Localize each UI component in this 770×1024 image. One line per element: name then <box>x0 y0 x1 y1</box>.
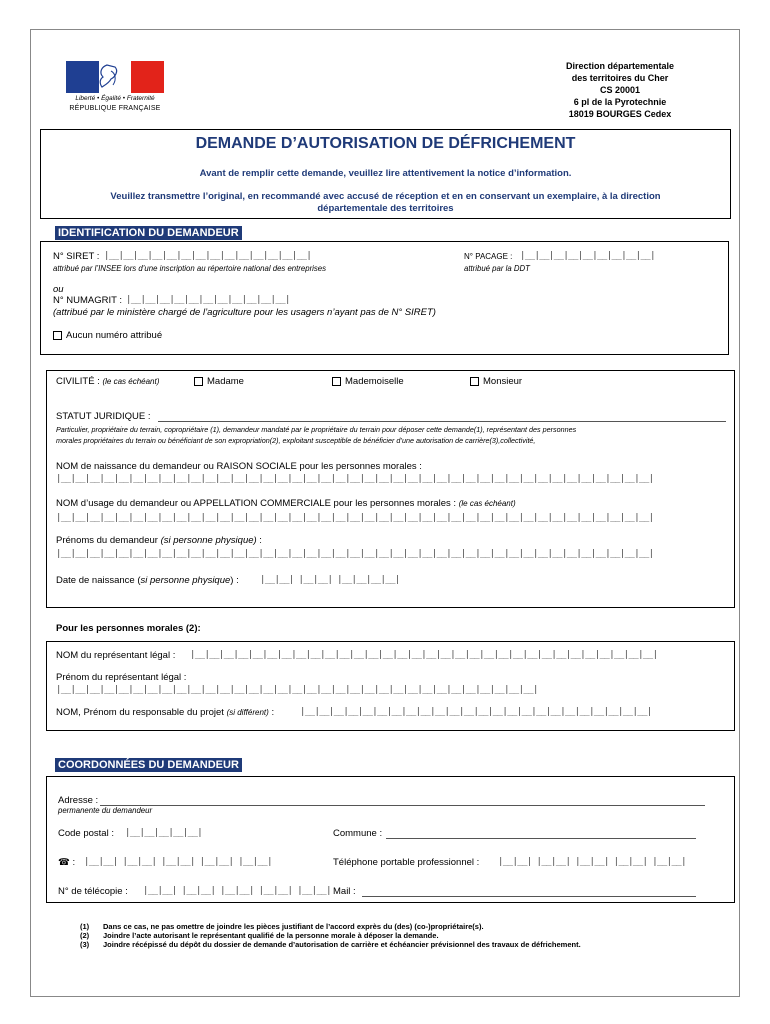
or-text: ou <box>53 284 64 295</box>
nom-naissance-label: NOM de naissance du demandeur ou RAISON SOCIALE pour les personnes morales : <box>56 461 422 472</box>
statut-note-line2: morales propriétaires du terrain ou bénéficiant de son expropriation(2), exploitant susceptible de bénéficier d’une autorisation de carrière(3),collectivité, <box>56 436 536 445</box>
date-note: si personne physique <box>140 575 231 586</box>
motto-text: Liberté • Égalité • Fraternité <box>75 95 155 102</box>
prenoms-field[interactable]: |__|__|__|__|__|__|__|__|__|__|__|__|__|__|__|__|__|__|__|__|__|__|__|__|__|__|__|__|__|__|__|__|__|__|__|__|__|__|__|__|__| <box>56 549 654 559</box>
address-line: CS 20001 <box>599 85 641 95</box>
prenoms-label: Prénoms du demandeur (si personne physique) : <box>56 535 262 546</box>
nom-usage-note: (le cas échéant) <box>458 499 516 508</box>
prenom-representant-label: Prénom du représentant légal : <box>56 672 187 683</box>
siret-field[interactable]: |__|__|__|__|__|__|__|__|__|__|__|__|__|__| <box>104 251 312 261</box>
address-line: 18019 BOURGES Cedex <box>568 109 672 119</box>
telephone-field[interactable]: |__|__| |__|__| |__|__| |__|__| |__|__| <box>84 857 272 867</box>
title-box <box>40 129 731 219</box>
nom-responsable-end: : <box>271 707 275 718</box>
footnote-text: Dans ce cas, ne pas omettre de joindre les pièces justifiant de l’accord exprès du (des) (co-)propriétaire(s). <box>103 922 484 931</box>
portable-field[interactable]: |__|__| |__|__| |__|__| |__|__| |__|__| <box>498 857 686 867</box>
telephone-colon: : <box>72 857 76 868</box>
civilite-note: (le cas échéant) <box>102 377 160 386</box>
adresse-note: permanente du demandeur <box>58 806 153 815</box>
footnote-num: (1) <box>80 922 90 931</box>
address-line: Direction départementale <box>565 61 675 71</box>
mademoiselle-label: Mademoiselle <box>345 376 404 387</box>
nom-representant-label: NOM du représentant légal : <box>56 650 176 661</box>
telecopie-label: N° de télécopie : <box>58 886 128 897</box>
aucun-numero-option[interactable] <box>53 330 162 341</box>
statut-label: STATUT JURIDIQUE : <box>56 411 151 422</box>
marianne-flag-icon <box>66 61 164 93</box>
civilite-box <box>46 370 735 608</box>
address-block <box>520 60 720 120</box>
prenoms-note: (si personne physique) <box>160 535 257 546</box>
personnes-morales-heading: Pour les personnes morales (2): <box>56 623 201 634</box>
commune-label: Commune : <box>333 828 383 839</box>
telephone-icon: ☎ <box>58 857 70 868</box>
republique-francaise-text: RÉPUBLIQUE FRANÇAISE <box>69 105 161 112</box>
checkbox-icon[interactable] <box>53 331 62 340</box>
address-line: des territoires du Cher <box>571 73 669 83</box>
siret-note: attribué par l’INSEE lors d’une inscription au répertoire national des entreprises <box>53 264 327 273</box>
section-heading-identification: IDENTIFICATION DU DEMANDEUR <box>55 226 242 240</box>
address-line: 6 pl de la Pyrotechnie <box>573 97 667 107</box>
monsieur-label: Monsieur <box>483 376 523 387</box>
mail-label: Mail : <box>333 886 356 897</box>
portable-label: Téléphone portable professionnel : <box>333 857 480 868</box>
numagrit-label: N° NUMAGRIT : <box>53 295 123 306</box>
mail-field[interactable] <box>362 896 696 897</box>
statut-note-line1: Particulier, propriétaire du terrain, copropriétaire (1), demandeur mandaté par le propriétaire du terrain pour déposer cette demande(1), représentant des personnes <box>56 425 577 434</box>
civilite-label <box>56 376 159 387</box>
monsieur-option[interactable] <box>470 376 522 387</box>
pacage-note: attribué par la DDT <box>464 264 530 273</box>
checkbox-icon[interactable] <box>194 377 203 386</box>
date-label-text: Date de naissance ( <box>56 575 141 586</box>
coordonnees-box <box>46 776 735 903</box>
numagrit-note: (attribué par le ministère chargé de l’agriculture pour les usagers n’ayant pas de N° SIRET) <box>53 307 436 318</box>
aucun-numero-label: Aucun numéro attribué <box>66 330 163 341</box>
code-postal-field[interactable]: |__|__|__|__|__| <box>125 828 203 838</box>
mademoiselle-option[interactable] <box>332 376 404 387</box>
checkbox-icon[interactable] <box>470 377 479 386</box>
telecopie-field[interactable]: |__|__| |__|__| |__|__| |__|__| |__|__| <box>143 886 331 896</box>
notice-instruction: Avant de remplir cette demande, veuillez lire attentivement la notice d’information. <box>199 168 572 179</box>
siret-label: N° SIRET : <box>53 251 100 262</box>
footnote-num: (3) <box>80 940 90 949</box>
adresse-field[interactable] <box>100 805 705 806</box>
footnote-num: (2) <box>80 931 90 940</box>
date-naissance-field[interactable]: |__|__| |__|__| |__|__|__|__| <box>260 575 400 585</box>
date-label-end: ) : <box>230 575 239 586</box>
footnote-text: Joindre l’acte autorisant le représentant qualifié de la personne morale à déposer la demande. <box>103 931 439 940</box>
section-heading-coordonnees: COORDONNÉES DU DEMANDEUR <box>55 758 242 772</box>
nom-responsable-note: (si différent) <box>226 708 269 717</box>
madame-label: Madame <box>207 376 244 387</box>
republique-francaise-logo <box>66 61 164 117</box>
statut-field[interactable] <box>158 421 726 422</box>
nom-usage-field[interactable]: |__|__|__|__|__|__|__|__|__|__|__|__|__|__|__|__|__|__|__|__|__|__|__|__|__|__|__|__|__|__|__|__|__|__|__|__|__|__|__|__|__| <box>56 513 654 523</box>
footnote-text: Joindre récépissé du dépôt du dossier de demande d’autorisation de carrière et échéancier prévisionnel des travaux de défrichement. <box>103 940 581 949</box>
page-title: DEMANDE D’AUTORISATION DE DÉFRICHEMENT <box>195 135 576 152</box>
checkbox-icon[interactable] <box>332 377 341 386</box>
commune-field[interactable] <box>386 838 696 839</box>
pacage-field[interactable]: |__|__|__|__|__|__|__|__|__| <box>520 251 655 261</box>
telephone-label <box>58 857 75 868</box>
nom-responsable-text: NOM, Prénom du responsable du projet <box>56 707 224 718</box>
nom-responsable-label <box>56 707 274 718</box>
prenom-representant-field[interactable]: |__|__|__|__|__|__|__|__|__|__|__|__|__|__|__|__|__|__|__|__|__|__|__|__|__|__|__|__|__|__|__|__|__| <box>56 685 538 695</box>
adresse-label: Adresse : <box>58 795 99 806</box>
nom-representant-field[interactable]: |__|__|__|__|__|__|__|__|__|__|__|__|__|__|__|__|__|__|__|__|__|__|__|__|__|__|__|__|__|__|__|__| <box>190 650 658 660</box>
date-naissance-label <box>56 575 239 586</box>
nom-naissance-field[interactable]: |__|__|__|__|__|__|__|__|__|__|__|__|__|__|__|__|__|__|__|__|__|__|__|__|__|__|__|__|__|__|__|__|__|__|__|__|__|__|__|__|__| <box>56 474 654 484</box>
code-postal-label: Code postal : <box>58 828 114 839</box>
transmission-instruction-cont: départementale des territoires <box>317 203 454 214</box>
prenoms-text: Prénoms du demandeur <box>56 535 158 546</box>
pacage-label: N° PACAGE : <box>464 252 513 261</box>
nom-responsable-field[interactable]: |__|__|__|__|__|__|__|__|__|__|__|__|__|__|__|__|__|__|__|__|__|__|__|__| <box>300 707 652 717</box>
nom-usage-label <box>56 498 516 509</box>
civilite-text: CIVILITÉ : <box>56 376 100 387</box>
transmission-instruction: Veuillez transmettre l’original, en recommandé avec accusé de réception et en en conservant un exemplaire, à la direction <box>110 191 661 202</box>
numagrit-field[interactable]: |__|__|__|__|__|__|__|__|__|__|__| <box>126 295 290 305</box>
madame-option[interactable] <box>194 376 244 387</box>
nom-usage-text: NOM d’usage du demandeur ou APPELLATION COMMERCIALE pour les personnes morales : <box>56 498 457 509</box>
